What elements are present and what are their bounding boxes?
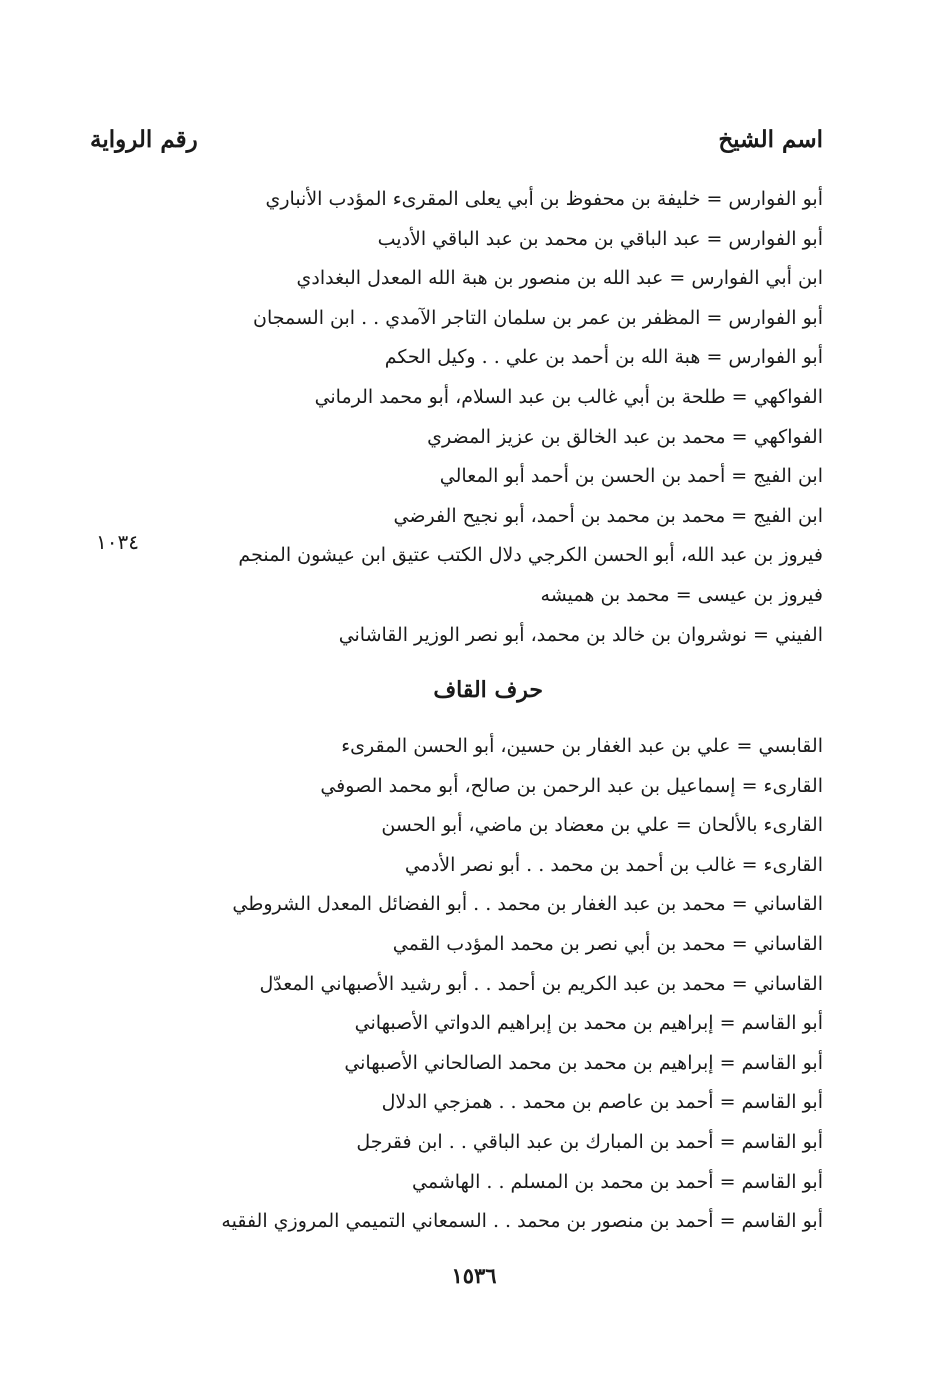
list-item: الفواكهي = محمد بن عبد الخالق بن عزيز المضري [427,425,823,448]
list-item: القاساني = محمد بن عبد الغفار بن محمد . . أبو الفضائل المعدل الشروطي [232,893,823,916]
list-item: القابسي = علي بن عبد الغفار بن حسين، أبو الحسن المقرىء [341,735,823,757]
column-header-narration-number: رقم الرواية [90,126,198,153]
list-item: القارىء = إسماعيل بن عبد الرحمن بن صالح، أبو محمد الصوفي [320,774,823,797]
column-header-sheikh-name: اسم الشيخ [718,126,823,153]
entry-list-top [123,180,823,655]
list-item: القاساني = محمد بن عبد الكريم بن أحمد . . أبو رشيد الأصبهاني المعدّل [259,972,823,995]
list-item: ابن الفيج = محمد بن محمد بن أحمد، أبو نجيح الفرضي [393,504,823,527]
list-item: أبو القاسم = أحمد بن المبارك بن عبد الباقي . . ابن فقرجل [356,1130,823,1153]
narration-number: ١٠٣٤ [96,530,139,554]
list-item: القاساني = محمد بن أبي نصر بن محمد المؤدب القمي [392,932,823,955]
entry-list-bottom [123,727,823,1242]
list-item: ابن الفيج = أحمد بن الحسن بن أحمد أبو المعالي [439,465,823,488]
list-item: القارىء بالألحان = علي بن معضاد بن ماضي، أبو الحسن [381,814,823,837]
list-item: القارىء = غالب بن أحمد بن محمد . . أبو نصر الأدمي [404,853,823,876]
list-item: أبو الفوارس = المظفر بن عمر بن سلمان التاجر الآمدي . . ابن السمجان [252,306,823,329]
list-item: أبو القاسم = إبراهيم بن محمد بن إبراهيم الدواتي الأصبهاني [354,1012,823,1035]
list-item: فيروز بن عبد الله، أبو الحسن الكرجي دلال الكتب عتيق ابن عيشون المنجم [238,544,823,567]
list-item: ابن أبي الفوارس = عبد الله بن منصور بن هبة الله المعدل البغدادي [296,267,823,290]
list-item: أبو الفوارس = عبد الباقي بن محمد بن عبد الباقي الأديب [377,227,823,250]
section-heading: حرف القاف [433,677,543,703]
list-item: الفواكهي = طلحة بن أبي غالب بن عبد السلام، أبو محمد الرماني [314,385,823,408]
page-number: ١٥٣٦ [451,1263,497,1288]
list-item: أبو القاسم = إبراهيم بن محمد بن محمد الصالحاني الأصبهاني [344,1051,823,1074]
list-item: أبو الفوارس = خليفة بن محفوظ بن أبي يعلى المقرىء المؤدب الأنباري [265,188,823,210]
list-item: أبو القاسم = أحمد بن منصور بن محمد . . السمعاني التميمي المروزي الفقيه [221,1210,823,1233]
list-item: أبو الفوارس = هبة الله بن أحمد بن علي . . وكيل الحكم [384,346,823,369]
list-item: أبو القاسم = أحمد بن عاصم بن محمد . . همزجي الدلال [381,1091,823,1114]
list-item: الفيني = نوشروان بن خالد بن محمد، أبو نصر الوزير القاشاني [338,623,823,646]
list-item: أبو القاسم = أحمد بن محمد بن المسلم . . الهاشمي [412,1170,823,1193]
list-item: فيروز بن عيسى = محمد بن هميشه [540,583,823,606]
